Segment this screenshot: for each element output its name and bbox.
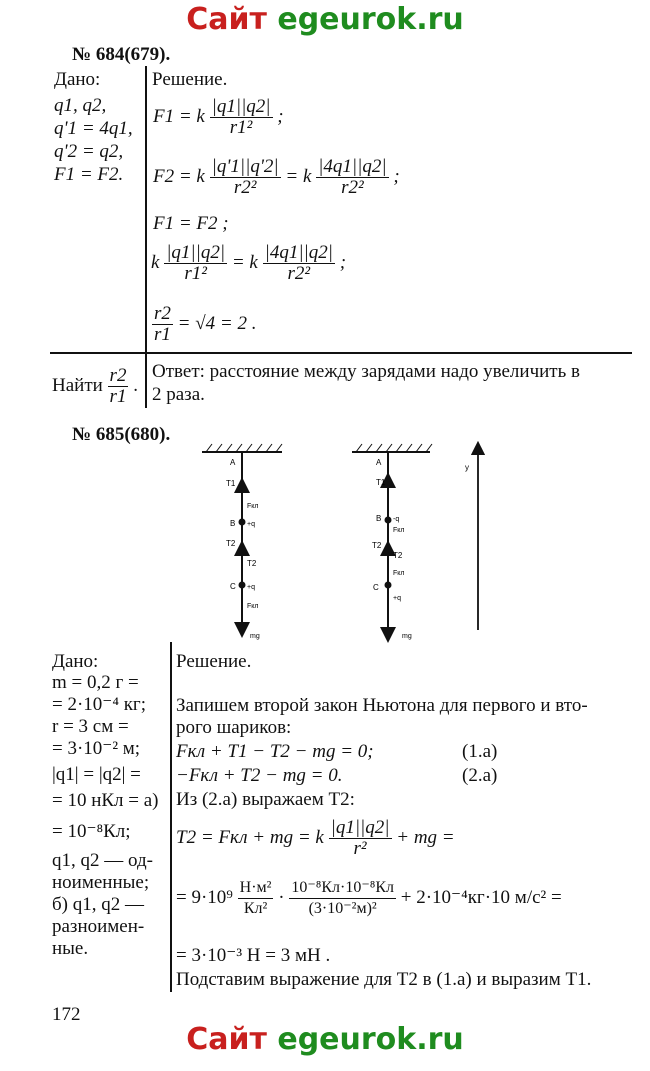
given-item: |q1| = |q2| = [52, 764, 141, 785]
denominator: r1² [229, 117, 253, 138]
diagram-label: mg [402, 633, 412, 640]
eq-tail: ; [393, 165, 400, 187]
find-label: Найти [52, 374, 103, 396]
charge-ball [385, 517, 392, 524]
divider-vertical-684 [145, 66, 147, 408]
fraction [210, 97, 273, 138]
answer-line: Ответ: расстояние между зарядами надо увеличить в [152, 361, 580, 382]
divider-horizontal-684 [50, 352, 632, 354]
numerator: |q1||q2| [211, 96, 271, 117]
eq-part: + 2·10⁻⁴кг·10 м/с² = [400, 886, 562, 908]
fraction [108, 366, 129, 407]
given-item: q1, q2, [54, 95, 107, 116]
diagram-label: Fкл [247, 503, 259, 510]
eq-lhs: F1 = k [153, 105, 205, 127]
problem-684-number: № 684(679). [72, 44, 171, 65]
site-banner-top [0, 2, 650, 37]
equation-4 [151, 243, 346, 284]
solution-line: Подставим выражение для T2 в (1.а) и выразим T1. [176, 969, 592, 990]
solution-line: Fкл + T1 − T2 − mg = 0; [176, 741, 374, 762]
site-banner-word: Сайт [186, 1022, 267, 1057]
charge-ball [385, 582, 392, 589]
equation-1 [153, 97, 284, 138]
given-item: F1 = F2. [54, 164, 124, 185]
given-item: r = 3 см = [52, 716, 129, 737]
diagram-label: mg [250, 633, 260, 640]
solution-line: = 3·10⁻³ Н = 3 мН . [176, 945, 331, 966]
page-number: 172 [52, 1004, 81, 1025]
eq-mid: = k [231, 251, 258, 273]
given-item: q'1 = 4q1, [54, 118, 133, 139]
fraction [289, 878, 396, 919]
equation-5 [152, 304, 256, 345]
given-item: m = 0,2 г = [52, 672, 139, 693]
denominator: r2² [341, 177, 364, 198]
given-item: = 2·10⁻⁴ кг; [52, 694, 146, 715]
eq-part: = 9·10⁹ [176, 886, 233, 908]
fraction [238, 878, 274, 919]
given-label-685: Дано: [52, 651, 99, 672]
eq-rhs: = √4 = 2 . [177, 312, 257, 334]
denominator: r1 [154, 324, 171, 345]
denominator: r1² [184, 263, 207, 284]
solution-label-684: Решение. [152, 69, 228, 90]
denominator: Кл² [243, 900, 268, 917]
site-banner-domain: egeurok.ru [277, 1022, 464, 1057]
equation-2 [153, 157, 400, 198]
fraction [263, 243, 335, 284]
solution-line: Из (2.а) выражаем T2: [176, 789, 355, 810]
given-item: ные. [52, 938, 89, 959]
denominator: r² [353, 838, 367, 859]
equation-t2 [176, 818, 455, 859]
given-item: q1, q2 — од- [52, 850, 153, 871]
fraction [329, 818, 392, 859]
numerator: r2 [109, 365, 127, 386]
force-diagrams [180, 430, 510, 645]
solution-line: Запишем второй закон Ньютона для первого и вто- [176, 695, 588, 716]
given-item: разноимен- [52, 916, 145, 937]
given-item: q'2 = q2, [54, 141, 124, 162]
force-diagram-2 [352, 444, 432, 640]
diagram-label: Fкл [393, 527, 405, 534]
axis-label: y [465, 463, 469, 472]
force-diagram-1 [202, 444, 282, 640]
site-banner-word: Сайт [186, 2, 267, 37]
denominator: r2² [233, 177, 257, 198]
find-684: Найти $\frac{r2}{r1}$ . [52, 365, 138, 407]
diagram-label: A [230, 458, 236, 467]
diagram-label: T2 [372, 541, 382, 550]
site-banner-bottom [0, 1022, 650, 1057]
eq-lhs: F2 = k [153, 165, 205, 187]
eq-mid: = k [285, 165, 312, 187]
divider-vertical-685 [170, 642, 172, 992]
numerator: |4q1||q2| [264, 242, 334, 263]
numerator: |q'1||q'2| [211, 156, 279, 177]
numerator: Н·м² [238, 878, 274, 899]
denominator: r2² [287, 263, 311, 284]
eq-tail: ; [277, 105, 284, 127]
diagram-label: -q [393, 516, 400, 523]
numerator: |q1||q2| [330, 817, 390, 838]
diagram-label: Fкл [393, 570, 405, 577]
numerator: r2 [154, 303, 171, 324]
diagram-label: A [376, 458, 382, 467]
diagram-label: +q [393, 595, 401, 602]
diagram-label: T2 [226, 539, 236, 548]
fraction [164, 243, 227, 284]
given-item: б) q1, q2 — [52, 894, 144, 915]
given-item: = 10 нКл = а) [52, 790, 159, 811]
diagram-label: C [230, 582, 236, 591]
eq-lhs: k [151, 251, 160, 273]
given-item: = 10⁻⁸Кл; [52, 821, 131, 842]
diagram-label: T2 [247, 559, 257, 568]
diagram-label: T1 [376, 478, 386, 487]
diagram-label: C [373, 583, 379, 592]
fraction [152, 304, 173, 345]
solution-label-685: Решение. [176, 651, 252, 672]
diagram-label: T2 [393, 551, 403, 560]
solution-line: −Fкл + T2 − mg = 0. [176, 765, 343, 786]
fraction [210, 157, 281, 198]
charge-ball [239, 582, 246, 589]
diagram-label: +q [247, 521, 255, 528]
eq-tail: ; [339, 251, 347, 273]
equation-3: F1 = F2 ; [153, 213, 229, 234]
denominator: (3·10⁻²м)² [308, 900, 377, 917]
eq-lhs: T2 = Fкл + mg = k [176, 826, 324, 848]
equation-t2-numeric: = 9·10⁹ $\frac{\text{Н·м²}}{\text{Кл²}}$ · $\frac{\text{10⁻⁸Кл·10⁻⁸Кл}}{\text{(3·10⁻²м)²}}$ + 2·10⁻⁴кг·10 м/с² = [176, 879, 562, 917]
diagram-label: T1 [226, 479, 236, 488]
diagram-label: +q [247, 584, 255, 591]
given-item: = 3·10⁻² м; [52, 738, 141, 759]
diagram-label: B [230, 519, 236, 528]
given-item: ноименные; [52, 872, 150, 893]
denominator: r1 [109, 386, 127, 407]
solution-line: рого шариков: [176, 717, 292, 738]
site-banner-domain: egeurok.ru [277, 2, 464, 37]
eq-tail: + mg = [396, 826, 455, 848]
fraction [316, 157, 388, 198]
diagram-label: Fкл [247, 603, 259, 610]
answer-line: 2 раза. [152, 384, 205, 405]
numerator: 10⁻⁸Кл·10⁻⁸Кл [289, 878, 396, 899]
diagram-label: B [376, 514, 382, 523]
equation-tag: (1.а) [462, 741, 498, 762]
equation-tag: (2.а) [462, 765, 498, 786]
numerator: |4q1||q2| [318, 156, 387, 177]
given-label-684: Дано: [54, 69, 101, 90]
charge-ball [239, 519, 246, 526]
problem-685-number: № 685(680). [72, 424, 171, 445]
numerator: |q1||q2| [166, 242, 226, 263]
